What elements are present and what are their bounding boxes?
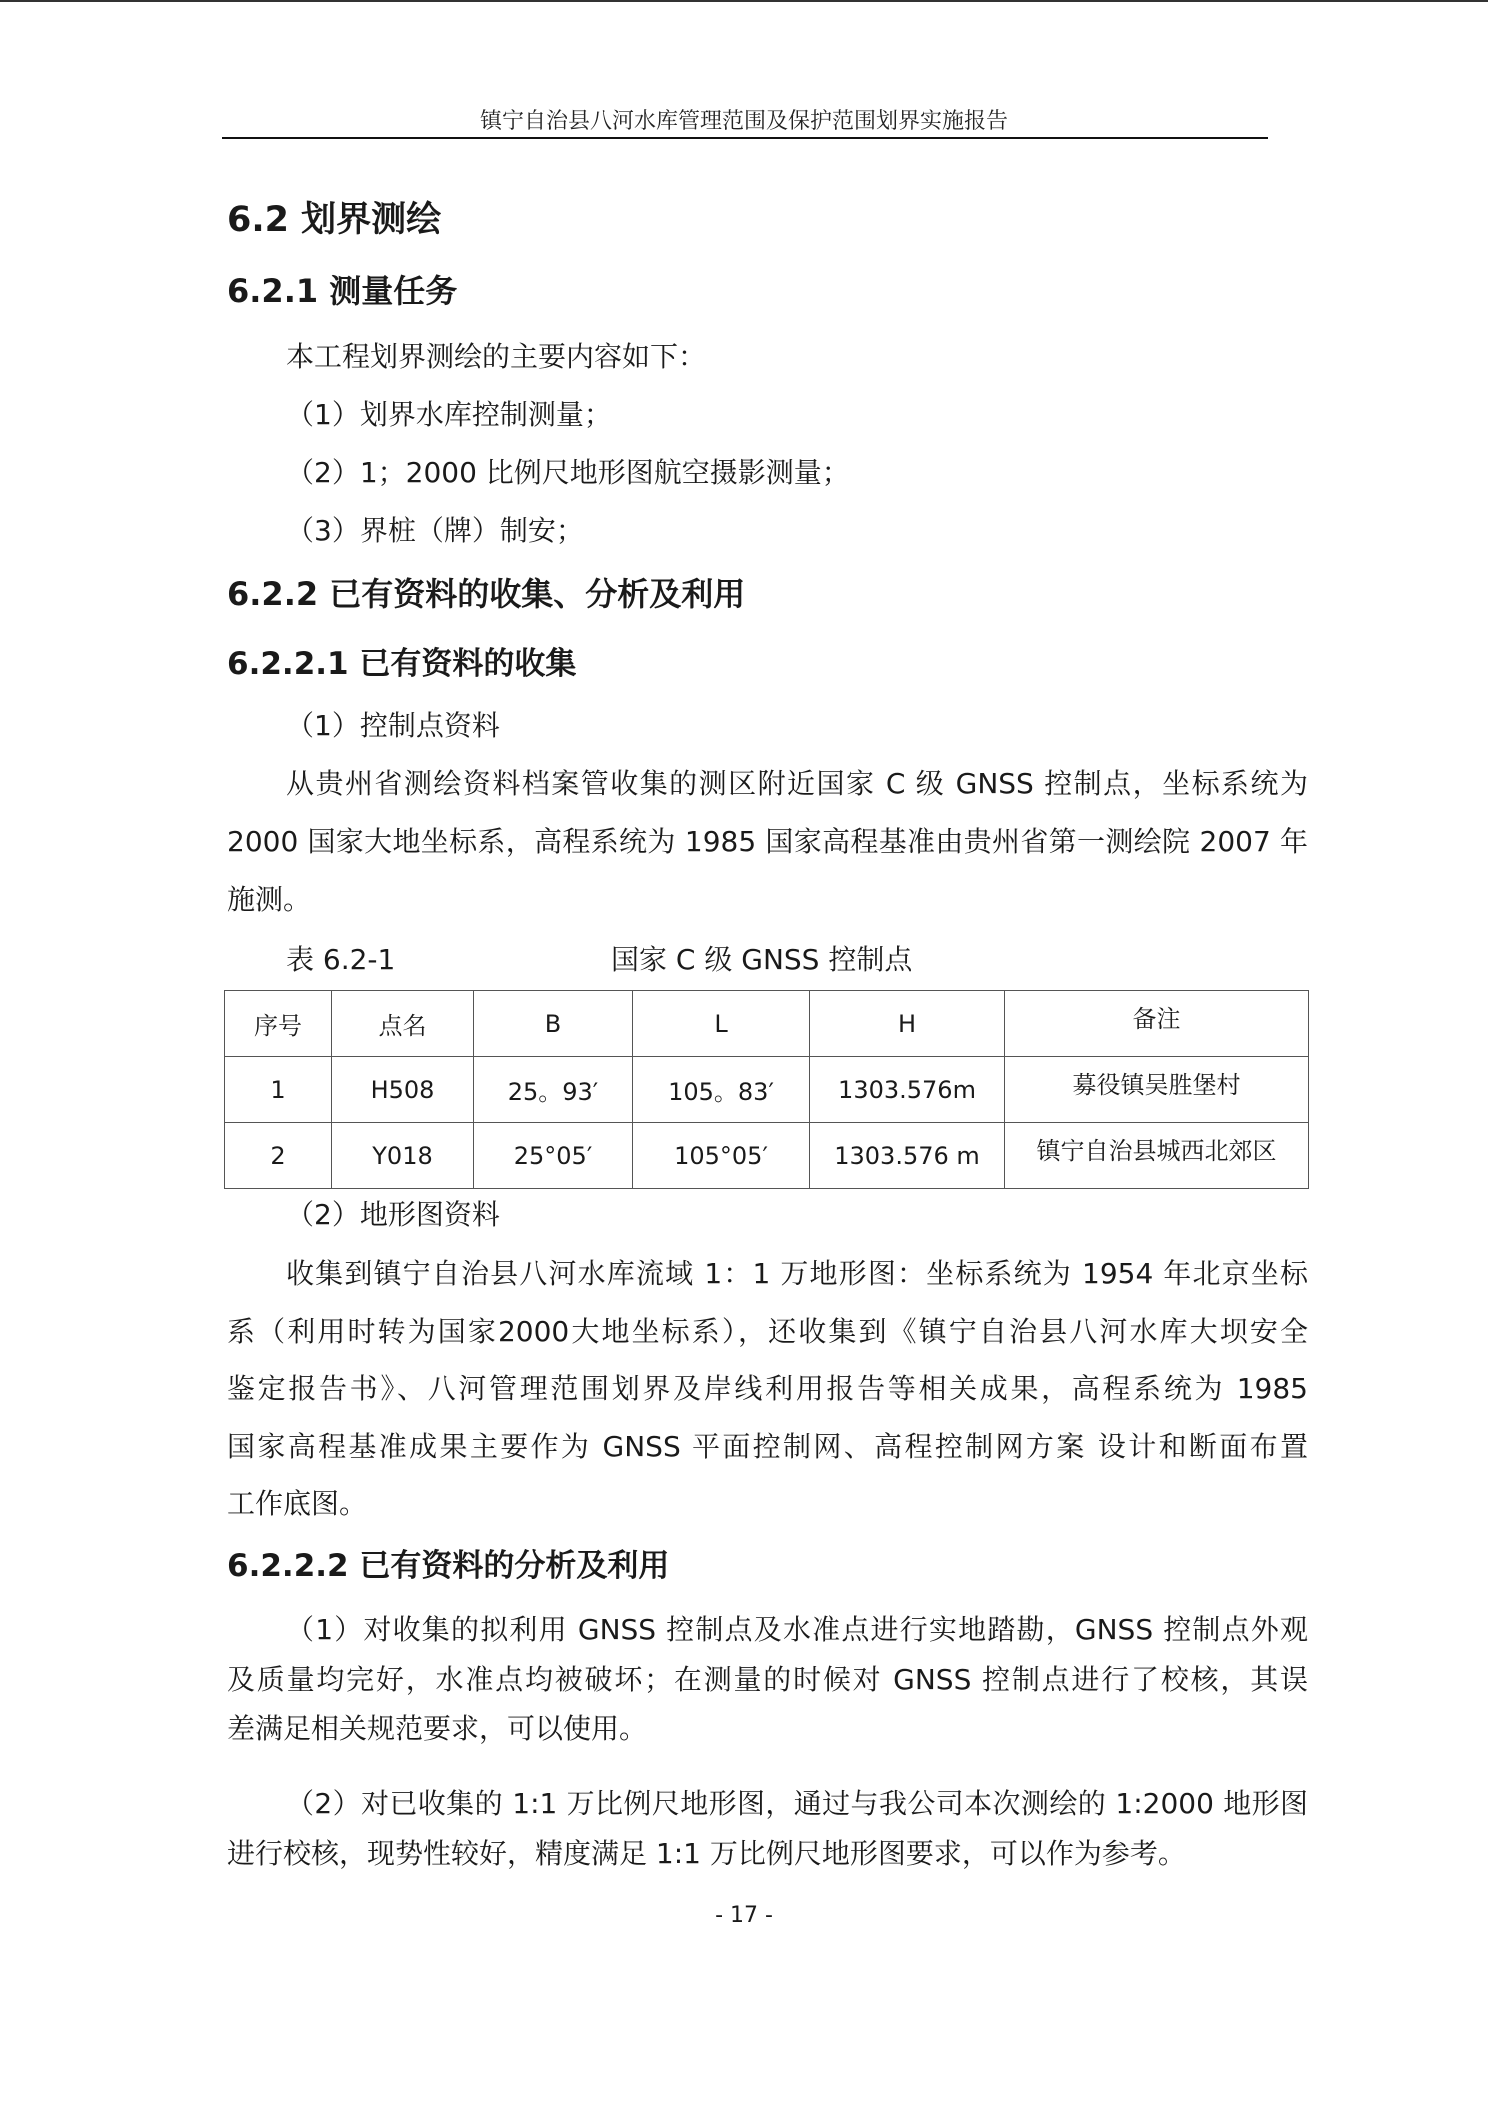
paragraph-line: 施测。: [227, 883, 312, 916]
header-rule: [222, 137, 1268, 139]
table-cell: 1303.576 m: [810, 1123, 1005, 1189]
table-cell: 1: [225, 1057, 332, 1123]
intro-paragraph: 本工程划界测绘的主要内容如下：: [286, 340, 707, 373]
paragraph-line: 国家高程基准成果主要作为 GNSS 平面控制网、高程控制网方案 设计和断面布置: [227, 1430, 1308, 1463]
paragraph-line: 收集到镇宁自治县八河水库流域 1：1 万地形图：坐标系统为 1954 年北京坐标: [286, 1257, 1308, 1290]
list-item: （3）界桩（牌）制安；: [286, 514, 584, 547]
table-row: [225, 1123, 1309, 1189]
page-number: - 17 -: [715, 1903, 773, 1928]
table-header-cell: 点名: [332, 991, 474, 1057]
section-6-2-2-1-heading: 6.2.2.1 已有资料的收集: [227, 646, 577, 682]
list-item: （1）划界水库控制测量；: [286, 398, 612, 431]
table-caption-number: 表 6.2-1: [286, 943, 396, 976]
paragraph-line: 及质量均完好，水准点均被破坏；在测量的时候对 GNSS 控制点进行了校核，其误: [227, 1663, 1308, 1696]
paragraph-line: 从贵州省测绘资料档案管收集的测区附近国家 C 级 GNSS 控制点，坐标系统为: [286, 767, 1308, 800]
table-header-row: [225, 991, 1309, 1057]
paragraph-line: 差满足相关规范要求，可以使用。: [227, 1712, 648, 1745]
paragraph-line: 鉴定报告书》、八河管理范围划界及岸线利用报告等相关成果，高程系统为 1985: [227, 1372, 1308, 1405]
list-item: （2）1；2000 比例尺地形图航空摄影测量；: [286, 456, 850, 489]
section-6-2-heading: 6.2 划界测绘: [227, 200, 442, 240]
paragraph-line: 工作底图。: [227, 1487, 368, 1520]
section-6-2-2-2-heading: 6.2.2.2 已有资料的分析及利用: [227, 1548, 670, 1584]
paragraph-line: 2000 国家大地坐标系，高程系统为 1985 国家高程基准由贵州省第一测绘院 2007 年: [227, 825, 1308, 858]
section-6-2-2-heading: 6.2.2 已有资料的收集、分析及利用: [227, 575, 746, 613]
table-cell: 25°05′: [474, 1123, 633, 1189]
table-cell: H508: [332, 1057, 474, 1123]
subsection-label: （1）控制点资料: [286, 709, 500, 742]
table-cell: 2: [225, 1123, 332, 1189]
table-cell: 1303.576m: [810, 1057, 1005, 1123]
table-cell: Y018: [332, 1123, 474, 1189]
table-caption-title: 国家 C 级 GNSS 控制点: [611, 943, 913, 976]
running-header: 镇宁自治县八河水库管理范围及保护范围划界实施报告: [479, 109, 1008, 134]
table-header-cell: 序号: [225, 991, 332, 1057]
table-cell: 募役镇吴胜堡村: [1005, 1057, 1309, 1123]
section-6-2-1-heading: 6.2.1 测量任务: [227, 272, 458, 310]
paragraph-line: （1）对收集的拟利用 GNSS 控制点及水准点进行实地踏勘，GNSS 控制点外观: [286, 1613, 1308, 1646]
table-cell: 25。93′: [474, 1057, 633, 1123]
table-header-cell: L: [633, 991, 810, 1057]
table-header-cell: B: [474, 991, 633, 1057]
paragraph-line: 系（利用时转为国家2000大地坐标系），还收集到《镇宁自治县八河水库大坝安全: [227, 1315, 1308, 1348]
subsection-label: （2）地形图资料: [286, 1198, 500, 1231]
table-header-cell: 备注: [1005, 991, 1309, 1057]
table-cell: 105。83′: [633, 1057, 810, 1123]
paragraph-line: （2）对已收集的 1:1 万比例尺地形图，通过与我公司本次测绘的 1:2000 地形图: [286, 1787, 1308, 1820]
table-header-cell: H: [810, 991, 1005, 1057]
paragraph-line: 进行校核，现势性较好，精度满足 1:1 万比例尺地形图要求，可以作为参考。: [227, 1837, 1186, 1870]
top-border: [0, 0, 1488, 2]
table-cell: 镇宁自治县城西北郊区: [1005, 1123, 1309, 1189]
table-cell: 105°05′: [633, 1123, 810, 1189]
control-points-table: [224, 990, 1309, 1189]
table-row: [225, 1057, 1309, 1123]
